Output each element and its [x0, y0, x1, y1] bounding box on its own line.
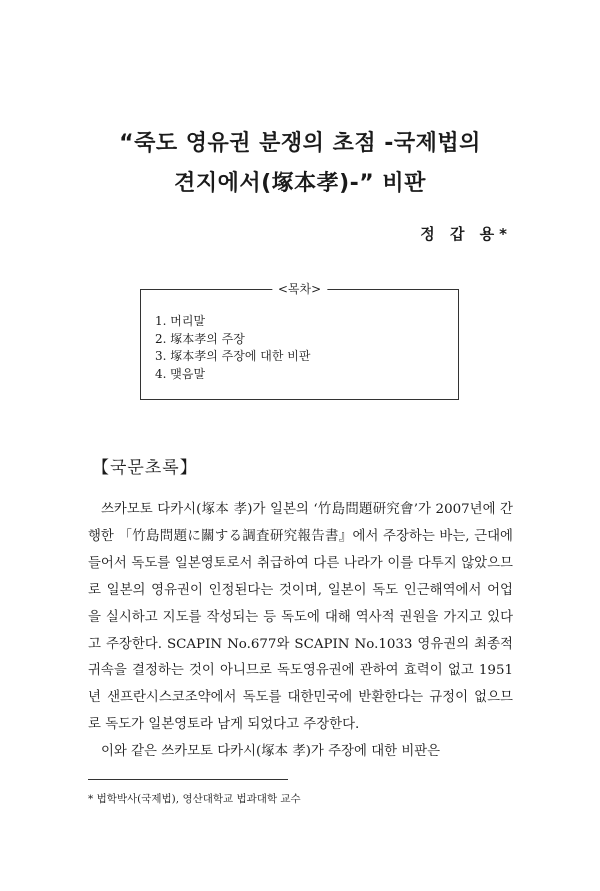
author-name: 정 갑 용*: [420, 225, 512, 243]
title-line-1: “죽도 영유권 분쟁의 초점 -국제법의: [119, 131, 481, 156]
footnote-divider: [88, 779, 288, 780]
toc-item: 1. 머리말: [155, 314, 206, 328]
footnote: * 법학박사(국제법), 영산대학교 법과대학 교수: [88, 793, 301, 805]
title-line-2: 견지에서(塚本孝)-” 비판: [174, 171, 426, 196]
table-of-contents: [140, 282, 459, 400]
toc-heading: <목차>: [272, 281, 327, 297]
toc-item: 4. 맺음말: [155, 366, 206, 381]
paper-title: [40, 124, 560, 204]
abstract-heading: 【국문초록】: [92, 458, 198, 478]
abstract-paragraph: 이와 같은 쓰카모토 다카시(塚本 孝)가 주장에 대한 비판은: [101, 744, 441, 760]
abstract-body: [88, 497, 513, 766]
toc-list: [155, 313, 310, 383]
abstract-paragraph: 쓰카모토 다카시(塚本 孝)가 일본의 ‘竹島問題研究會’가 2007년에 간행한 「竹島問題に關する調査研究報告書』에서 주장하는 바는, 근대에 들어서 독도를 일본영토로서 취급하여 다른 나라가 이를 다투지 않았으므로 일본의 영유권이 인정된다는 것이며, 일본이 독도 인근해역에서 어업을 실시하고 지도를 작성되는 등 독도에 대해 역사적 권원을 가지고 있다고 주장한다. SCAPIN No.677와 SCAPIN No.1033 영유권의 최종적 귀속을 결정하는 것이 아니므로 독도영유권에 관하여 효력이 없고 1951년 샌프란시스코조약에서 독도를 대한민국에 반환한다는 규정이 없으므로 독도가 일본영토라 남게 되었다고 주장한다.: [88, 502, 513, 733]
toc-item: 2. 塚本孝의 주장: [155, 331, 245, 346]
toc-item: 3. 塚本孝의 주장에 대한 비판: [155, 349, 311, 363]
